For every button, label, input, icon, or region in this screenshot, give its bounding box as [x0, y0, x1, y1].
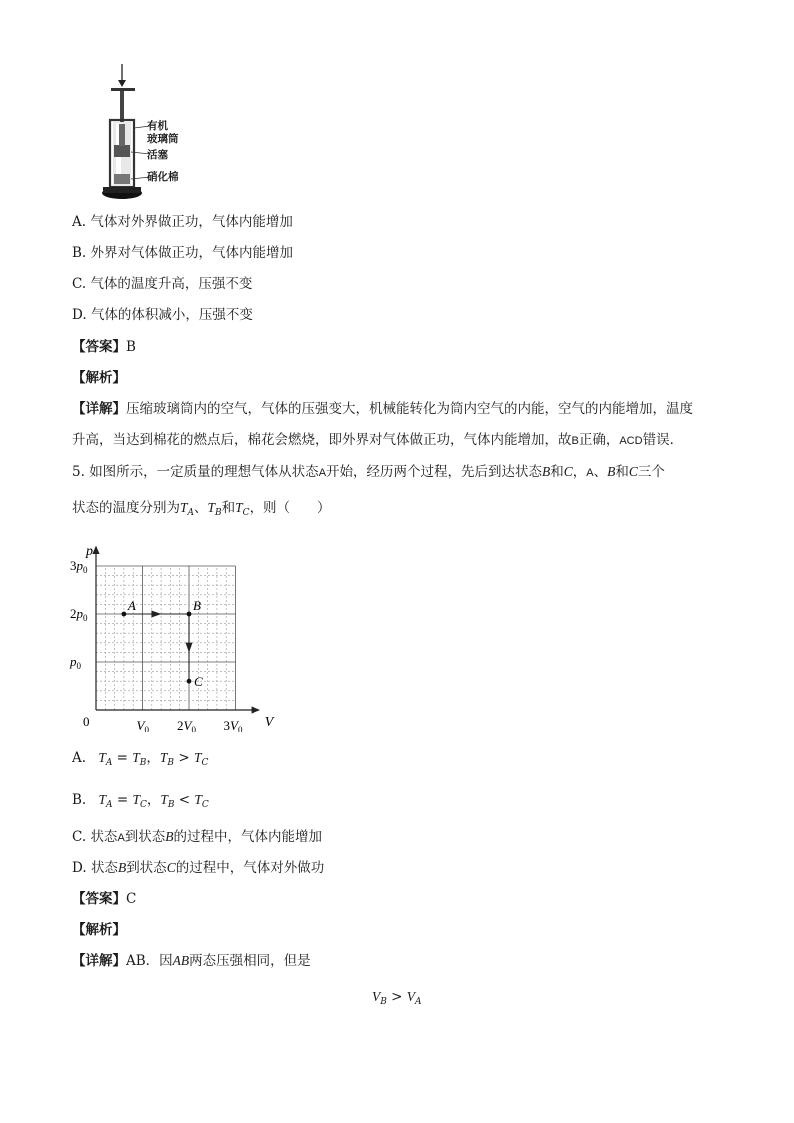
q4-option-b [72, 244, 293, 262]
option-letter: D. [72, 307, 87, 323]
option-text: 气体的体积减小，压强不变 [90, 307, 253, 323]
detail-text: 正确， [578, 432, 620, 448]
state-point-B [187, 612, 192, 617]
x-axis-label: V [264, 715, 274, 730]
q5-formula: $V_B > V_A$ [372, 989, 422, 1007]
option-text: 到状态 [126, 860, 167, 876]
option-text: 的过程中，气体对外做功 [175, 860, 325, 876]
detail-symbol: AB [172, 953, 190, 968]
process-arrow-BC [186, 643, 193, 653]
temp-symbol: T [235, 500, 243, 515]
state-label: C [563, 464, 573, 479]
chart-labels [69, 544, 275, 732]
q4-answer [72, 338, 136, 356]
stem-text: 三个 [637, 464, 665, 480]
option-text: 外界对气体做正功，气体内能增加 [90, 245, 294, 261]
q5-answer [72, 890, 136, 908]
stem-text: 、 [593, 464, 608, 480]
answer-tag: 【答案】 [72, 339, 126, 355]
q5-option-b: B. $T_A = T_C$，$T_B < T_C$ [72, 792, 209, 810]
state-label: C [628, 464, 638, 479]
option-letter: B. [72, 245, 87, 261]
stem-text: ，则（ ） [249, 500, 331, 516]
q4-option-c [72, 275, 252, 293]
q4-detail-line-2 [72, 431, 683, 450]
y-tick-label: $2p_0$ [70, 606, 88, 623]
question-number: 5. [72, 464, 85, 480]
q4-analysis-tag: 【解析】 [72, 370, 126, 386]
label-glass-tube: 玻璃筒 [147, 133, 179, 145]
q5-stem-line-2 [72, 499, 331, 522]
q5-option-d [72, 859, 324, 877]
option-letter: C. [72, 829, 87, 845]
option-text: 到状态 [124, 829, 166, 845]
option-text: 状态 [90, 829, 118, 845]
temp-subscript: A [187, 508, 195, 518]
state-label-B: B [193, 598, 201, 613]
state-label: B [117, 860, 127, 875]
answer-value: B [126, 339, 136, 355]
stem-text: 开始，经历两个过程，先后到达状态 [326, 464, 543, 480]
state-label: C [166, 860, 176, 875]
option-text: 气体对外界做正功，气体内能增加 [90, 214, 293, 230]
detail-choice: B [571, 435, 579, 447]
stem-text: 、 [194, 500, 208, 516]
state-label: A [586, 467, 594, 479]
temp-subscript: B [215, 508, 222, 518]
stem-text: 和 [615, 464, 629, 480]
q5-stem-line-1 [72, 463, 665, 482]
answer-value: C [126, 891, 137, 907]
p-v-chart [68, 532, 288, 732]
state-label: A [318, 467, 327, 479]
stem-text: ， [572, 464, 587, 480]
option-text: 状态 [90, 860, 118, 876]
y-tick-label: $3p_0$ [70, 558, 88, 575]
temp-symbol: T [180, 500, 188, 515]
label-organic: 有机 [147, 120, 168, 132]
label-cotton: 硝化棉 [147, 171, 179, 183]
state-label-C: C [194, 674, 203, 690]
q4-detail-line-1 [72, 400, 693, 418]
x-tick-label: $3V_0$ [223, 718, 243, 732]
q5-detail-line: 【详解】AB．因AB两态压强相同，但是 [72, 953, 311, 969]
label-piston: 活塞 [147, 149, 168, 161]
detail-tag: 【详解】 [72, 401, 126, 417]
q5-analysis-tag: 【解析】 [72, 922, 126, 938]
stem-text: 状态的温度分别为 [72, 500, 180, 516]
y-axis-label: p [86, 543, 93, 559]
process-arrow-AB [151, 611, 161, 618]
state-label-A: A [127, 598, 136, 613]
chart-points [122, 612, 192, 684]
apparatus-figure [95, 60, 215, 202]
detail-text: 升高，当达到棉花的燃点后，棉花会燃烧，即外界对气体做正功，气体内能增加，故 [72, 432, 572, 448]
state-label: B [165, 829, 174, 844]
detail-text: 错误． [642, 432, 684, 448]
q5-option-a: A. $T_A = T_B$，$T_B > T_C$ [72, 750, 209, 768]
detail-choice: ACD [619, 435, 643, 447]
option-letter: A. [72, 214, 87, 230]
stem-text: 和 [221, 500, 236, 516]
answer-tag: 【答案】 [72, 891, 126, 907]
chart-axes [96, 547, 259, 710]
state-label: B [607, 464, 616, 479]
option-letter: D. [72, 860, 87, 876]
x-tick-label: $2V_0$ [177, 718, 196, 732]
stem-text: 如图所示，一定质量的理想气体从状态 [89, 464, 319, 480]
detail-text: 压缩玻璃筒内的空气，气体的压强变大，机械能转化为筒内空气的内能，空气的内能增加，温度 [126, 401, 693, 417]
state-label: B [542, 464, 551, 479]
chart-grid [96, 566, 236, 710]
stem-text: 和 [550, 464, 564, 480]
state-point-C [187, 679, 192, 684]
x-tick-label: $V_0$ [136, 718, 149, 732]
option-letter: B. [72, 792, 87, 808]
option-letter: C. [72, 276, 87, 292]
option-text: 气体的温度升高，压强不变 [90, 276, 253, 292]
chart-process-paths [124, 611, 193, 682]
option-text: 的过程中，气体内能增加 [173, 829, 323, 845]
temp-symbol: T [207, 500, 216, 515]
option-letter: A. [72, 750, 87, 766]
detail-text: 两态压强相同，但是 [189, 953, 311, 969]
detail-tag: 【详解】 [72, 953, 126, 969]
state-point-A [122, 612, 127, 617]
origin-label: 0 [83, 714, 90, 729]
state-label: A [117, 832, 125, 844]
q5-option-c [72, 828, 322, 847]
temp-subscript: C [242, 508, 250, 518]
q4-option-a [72, 213, 293, 231]
q4-option-d [72, 306, 253, 324]
y-tick-label: $p_0$ [70, 654, 81, 671]
